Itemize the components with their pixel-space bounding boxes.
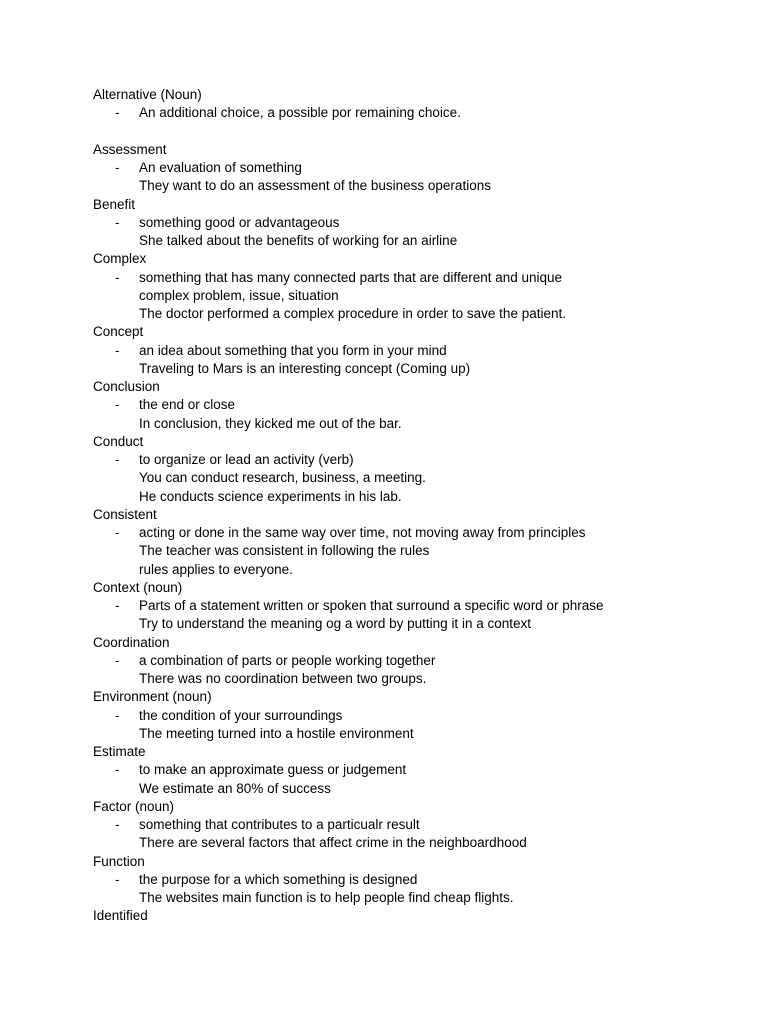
definition-text: An additional choice, a possible por remaining choice. <box>139 105 461 121</box>
vocab-term: Identified <box>93 908 148 924</box>
bullet-dash: - <box>115 214 120 230</box>
vocab-term: Assessment <box>93 141 167 157</box>
vocab-example: We estimate an 80% of success <box>139 780 331 796</box>
vocab-example: The teacher was consistent in following the rules <box>139 543 430 559</box>
definition-text: to organize or lead an activity (verb) <box>139 452 354 467</box>
blank-line <box>93 123 753 141</box>
definition-text: a combination of parts or people working together <box>139 652 436 668</box>
vocab-term: Coordination <box>93 634 170 650</box>
bullet-dash: - <box>115 598 120 613</box>
definition-text: something that contributes to a particualr result <box>139 817 420 832</box>
vocab-definition <box>93 707 753 725</box>
vocab-definition <box>93 524 753 542</box>
vocab-example: She talked about the benefits of working for an airline <box>139 233 458 248</box>
vocab-example: You can conduct research, business, a meeting. <box>139 470 426 486</box>
vocab-term: Complex <box>93 251 147 267</box>
vocab-example: rules applies to everyone. <box>139 561 293 577</box>
vocab-definition <box>93 816 753 834</box>
vocab-definition <box>93 159 753 177</box>
bullet-dash: - <box>115 762 120 778</box>
vocab-definition <box>93 342 753 360</box>
definition-text: to make an approximate guess or judgement <box>139 762 407 778</box>
vocab-term: Function <box>93 853 145 869</box>
vocab-term: Conclusion <box>93 379 160 394</box>
vocab-definition <box>93 451 753 469</box>
vocab-example: They want to do an assessment of the business operations <box>139 178 491 194</box>
vocab-example: The websites main function is to help people find cheap flights. <box>139 890 514 905</box>
vocab-term: Environment (noun) <box>93 689 212 705</box>
vocab-definition <box>93 396 753 414</box>
vocab-term: Benefit <box>93 196 136 212</box>
vocab-term: Factor (noun) <box>93 798 175 814</box>
vocab-term: Concept <box>93 324 144 340</box>
vocab-example: In conclusion, they kicked me out of the bar. <box>139 415 402 431</box>
bullet-dash: - <box>115 397 120 413</box>
definition-text: the purpose for a which something is designed <box>139 871 418 887</box>
vocab-definition <box>93 104 753 122</box>
definition-text: something that has many connected parts that are different and unique <box>139 269 563 285</box>
vocab-example: complex problem, issue, situation <box>139 287 339 303</box>
vocab-term: Conduct <box>93 433 144 449</box>
vocab-definition <box>93 214 753 232</box>
bullet-dash: - <box>115 707 120 723</box>
definition-text: the condition of your surroundings <box>139 707 343 723</box>
bullet-dash: - <box>115 652 120 668</box>
definition-text: an idea about something that you form in your mind <box>139 342 447 358</box>
bullet-dash: - <box>115 160 120 175</box>
vocab-term: Estimate <box>93 744 146 759</box>
vocab-example: The meeting turned into a hostile environment <box>139 725 414 741</box>
vocabulary-document <box>93 86 753 926</box>
vocab-definition <box>93 761 753 779</box>
vocab-term: Alternative (Noun) <box>93 87 202 102</box>
definition-text: something good or advantageous <box>139 214 340 230</box>
vocab-definition <box>93 269 753 287</box>
vocab-example: There was no coordination between two groups. <box>139 671 427 686</box>
vocab-term: Context (noun) <box>93 579 183 595</box>
vocab-example: Try to understand the meaning og a word by putting it in a context <box>139 616 531 632</box>
definition-text: Parts of a statement written or spoken that surround a specific word or phrase <box>139 598 604 613</box>
definition-text: An evaluation of something <box>139 160 302 175</box>
bullet-dash: - <box>115 452 120 467</box>
bullet-dash: - <box>115 525 120 540</box>
bullet-dash: - <box>115 342 120 358</box>
bullet-dash: - <box>115 871 120 887</box>
vocab-example: He conducts science experiments in his lab. <box>139 488 402 504</box>
bullet-dash: - <box>115 817 120 832</box>
vocab-example: The doctor performed a complex procedure in order to save the patient. <box>139 306 566 321</box>
vocab-definition <box>93 652 753 670</box>
vocab-definition <box>93 871 753 889</box>
definition-text: the end or close <box>139 397 236 413</box>
bullet-dash: - <box>115 105 120 121</box>
vocab-example: There are several factors that affect crime in the neighboardhood <box>139 835 527 851</box>
bullet-dash: - <box>115 269 120 285</box>
definition-text: acting or done in the same way over time, not moving away from principles <box>139 525 586 540</box>
vocab-term: Consistent <box>93 506 157 522</box>
vocab-example: Traveling to Mars is an interesting concept (Coming up) <box>139 360 471 376</box>
vocab-definition <box>93 597 753 615</box>
